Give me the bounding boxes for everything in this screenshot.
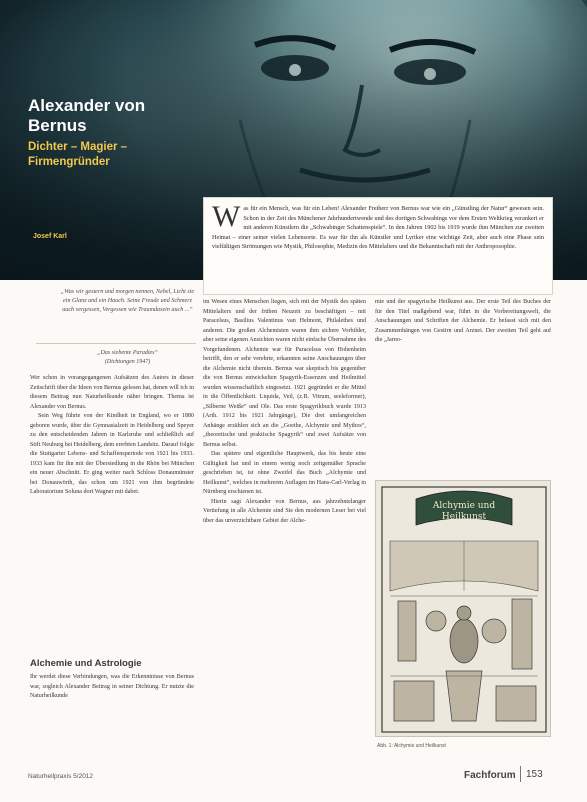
author-name: Josef Karl bbox=[33, 233, 67, 240]
epigraph-quote: „Was wir gestern und morgen nennen, Nebel, Licht sie ein Glanz und ein Hauch. Seine Freude und Schmerz auch vergessen, Vergessen wie Traumdasein auch ...“ bbox=[60, 289, 195, 314]
banner-text-2: Heilkunst bbox=[441, 512, 487, 522]
footer-section: Fachforum bbox=[464, 770, 516, 781]
column-3 bbox=[375, 298, 551, 346]
page-number: 153 bbox=[526, 769, 543, 780]
article-title: Alexander von Bernus bbox=[28, 96, 146, 135]
drop-cap: W bbox=[212, 200, 241, 233]
column-2 bbox=[203, 298, 366, 526]
column-1-continued bbox=[30, 673, 194, 702]
alchemy-engraving bbox=[376, 481, 551, 737]
col2-para3: Hierin sagt Alexander von Bernus, aus jahrzehntelanger Vertiefung in alle Alchemie sind Sie den modernen Leser bei viel über das unverzichtbare Gebiet der Alche- bbox=[203, 498, 366, 524]
article-subtitle: Dichter – Magier – Firmengründer bbox=[28, 141, 128, 168]
col1-para1: Wer schon in vorangegangenen Aufsätzen des Autors in dieser Zeitschrift über die Ideen von Bernus gelesen hat, denen will ich in diesem Beitrag nun Naturheilkunde näher bringen. Thema ist Alexander von Bernus. bbox=[30, 375, 194, 410]
intro-box bbox=[203, 197, 553, 295]
footer-divider bbox=[520, 766, 521, 782]
column-1 bbox=[30, 374, 194, 498]
book-cover-figure bbox=[375, 480, 551, 737]
title-block bbox=[28, 96, 238, 170]
section-heading: Alchemie und Astrologie bbox=[30, 658, 142, 669]
col1-para3: Ihr werdet diese Verbindungen, was die Erkenntnisse von Bernus war, sogleich Alexander Beitrag in seiner Dichtung. Er nutzte die Naturheilkunde bbox=[30, 674, 194, 699]
intro-text: as für ein Mensch, was für ein Leben! Alexander Freiherr von Bernus war wie ein „Günstling der Natur“ gewesen sein. Schon in der Zeit des Münchener Jahrhundertwende und des dortigen Schwabings vor dem Ersten Weltkrieg verankert er mit anderen Künstlern die „Schwabinger Schattenspiele“. In den Jahren 1902 bis 1919 wurde ihm München zur zweiten Heimat – einer seiner vielen Lebensorte. Es war für ihn als Künstler und Lyriker eine wichtige Zeit, aber auch eine Phase sein vielfältigen Strömungen wie Mystik, Philosophie, Medizin des Mittelalters und die Bekanntschaft mit der Anthroposophie. bbox=[212, 205, 544, 251]
epigraph-source: „Das siebente Paradies“ (Dichtungen 1947) bbox=[97, 350, 158, 365]
col3-para1: mie und der spagyrische Heilkunst aus. Der erste Teil des Buches der für den Titel maßgebend war, führt in die Vorbereitungswelt, die Anschauungen und Schriften der Alchemie. Er befasst sich mit den Zusammenhängen von Gestirn und Arznei. Der zweiten Teil geht auf die „Jarno- bbox=[375, 299, 551, 343]
footer-publication: Naturheilpraxis 5/2012 bbox=[28, 773, 94, 780]
banner-text-1: Alchymie und bbox=[432, 501, 496, 511]
figure-caption: Abb. 1: Alchymie und Heilkunst bbox=[377, 743, 446, 749]
col2-para2: Das spätere und eigentliche Hauptwerk, das bis heute eine Gültigkeit hat und in einem wenig noch zeitgemäßer Sprache geschrieben ist, ist ohne Zweifel das Buch „Alchymie und Heilkunst“, welches in mehreren Auflagen im Hans-Carl-Verlag in Nürnberg erschienen ist. bbox=[203, 451, 366, 495]
quote-divider bbox=[36, 343, 196, 344]
col2-para1: im Wesen eines Menschen liegen, sich mit der Mystik des späten Mittelalters und der frühen Neuzeit zu beschäftigen – mit Paracelsus, Basilius Valentinus van Helmont, Philalethes und anderen. Die großen Alchemisten waren ihm sichere Vorbilder, aber seine eigenen Ansichten waren nicht einfache Übernahme des Vorgefundenen. Alchemie war für Paracelsus von Hohenheim betrifft, den er sehr verehrte, erkannten seine Anschauungen über die Alchemie nicht überein. Bernus war skeptisch bis gegenüber die von Bernus entwickelten Spagyrik-Essenzen und Heilmittel wurden wissenschaftlich eingesetzt. 1921 gegründet er die Mittel in die Öffentlichkeit. Liquida, Veil, (z.B. Vitrum, seeleformer), „Silberne Weiße“ und Ole. Das erste Spagyrikbuch wurde 1913 (Arth. 1912 bis 1921 Jahrgänge), Die drei umfangreichen Anhänge erzählen sich an die „Goethe, Alchymie und Mythos“, „theoretische und praktische Spagyrik“ und zwei Aufsätze von Bernus selbst. bbox=[203, 299, 366, 448]
col1-para2: Sein Weg führte von der Kindheit in England, wo er 1880 geboren wurde, über die Gymnasialzeit in Heidelberg und Speyer zu den entscheidenden Jahren in Karlsruhe und schließlich auf Stift Neuburg bei Heidelberg, dem ererbten Landsitz. Darauf folgte die Stuttgarter Lebens- und Schaffensperiode von 1921 bis 1933. 1933 kam für ihn mit der Übersiedlung in die Rhön bei München ein neuer Abschnitt. Er ging weiter nach Schloss Donaumünster bei Donauwörth, das schon um 1921 von ihm begründete Laboratorium Soluna dort Wagner mit dabei. bbox=[30, 413, 194, 495]
